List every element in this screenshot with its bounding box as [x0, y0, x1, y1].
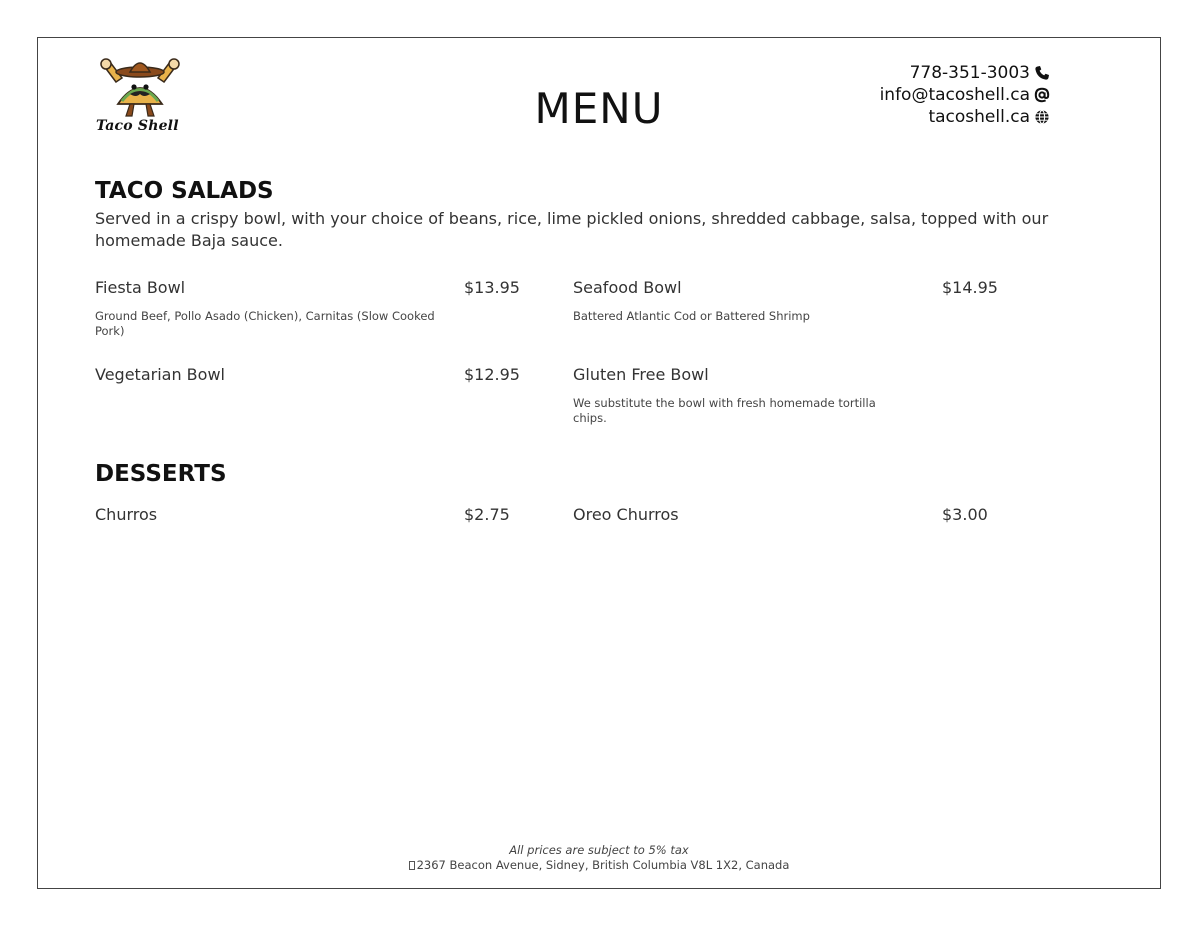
- page-title: MENU: [534, 84, 664, 133]
- section-description-taco-salads: Served in a crispy bowl, with your choice of beans, rice, lime pickled onions, shredded cabbage, salsa, topped with our homemade Baja sauce.: [95, 209, 1049, 250]
- globe-icon: [1034, 109, 1050, 125]
- menu-item-name: Fiesta Bowl: [95, 278, 186, 297]
- menu-item-name: Gluten Free Bowl: [573, 365, 709, 384]
- footer: [38, 843, 1160, 874]
- contact-phone: [880, 62, 1050, 84]
- menu-item-name: Vegetarian Bowl: [95, 365, 225, 384]
- address-line: [409, 858, 790, 873]
- logo-wordmark: Taco Shell: [96, 118, 179, 134]
- menu-item-name: Seafood Bowl: [573, 278, 682, 297]
- menu-item-price: $13.95: [464, 278, 520, 297]
- contact-info: [880, 62, 1050, 128]
- menu-item-price: $14.95: [942, 278, 998, 297]
- menu-item-description: We substitute the bowl with fresh homemade tortilla chips.: [573, 396, 876, 425]
- email-address: info@tacoshell.ca: [879, 85, 1030, 105]
- at-icon: [1034, 87, 1050, 103]
- location-icon: [409, 861, 415, 870]
- tax-note: All prices are subject to 5% tax: [509, 843, 689, 857]
- menu-item-name: Oreo Churros: [573, 505, 679, 524]
- phone-icon: [1034, 65, 1050, 81]
- phone-number: 778-351-3003: [909, 63, 1030, 83]
- address-text: 2367 Beacon Avenue, Sidney, British Columbia V8L 1X2, Canada: [416, 858, 790, 872]
- menu-item-price: $3.00: [942, 505, 988, 524]
- menu-item-price: $12.95: [464, 365, 520, 384]
- website-url: tacoshell.ca: [928, 107, 1030, 127]
- menu-item-name: Churros: [95, 505, 158, 524]
- menu-item-description: Ground Beef, Pollo Asado (Chicken), Carnitas (Slow Cooked Pork): [95, 309, 435, 338]
- contact-email: [880, 84, 1050, 106]
- contact-website: [880, 106, 1050, 128]
- section-title-taco-salads: TACO SALADS: [95, 178, 274, 204]
- section-title-desserts: DESSERTS: [95, 461, 227, 487]
- menu-item-price: $2.75: [464, 505, 510, 524]
- menu-item-description: Battered Atlantic Cod or Battered Shrimp: [573, 309, 810, 323]
- menu-page: [37, 37, 1161, 889]
